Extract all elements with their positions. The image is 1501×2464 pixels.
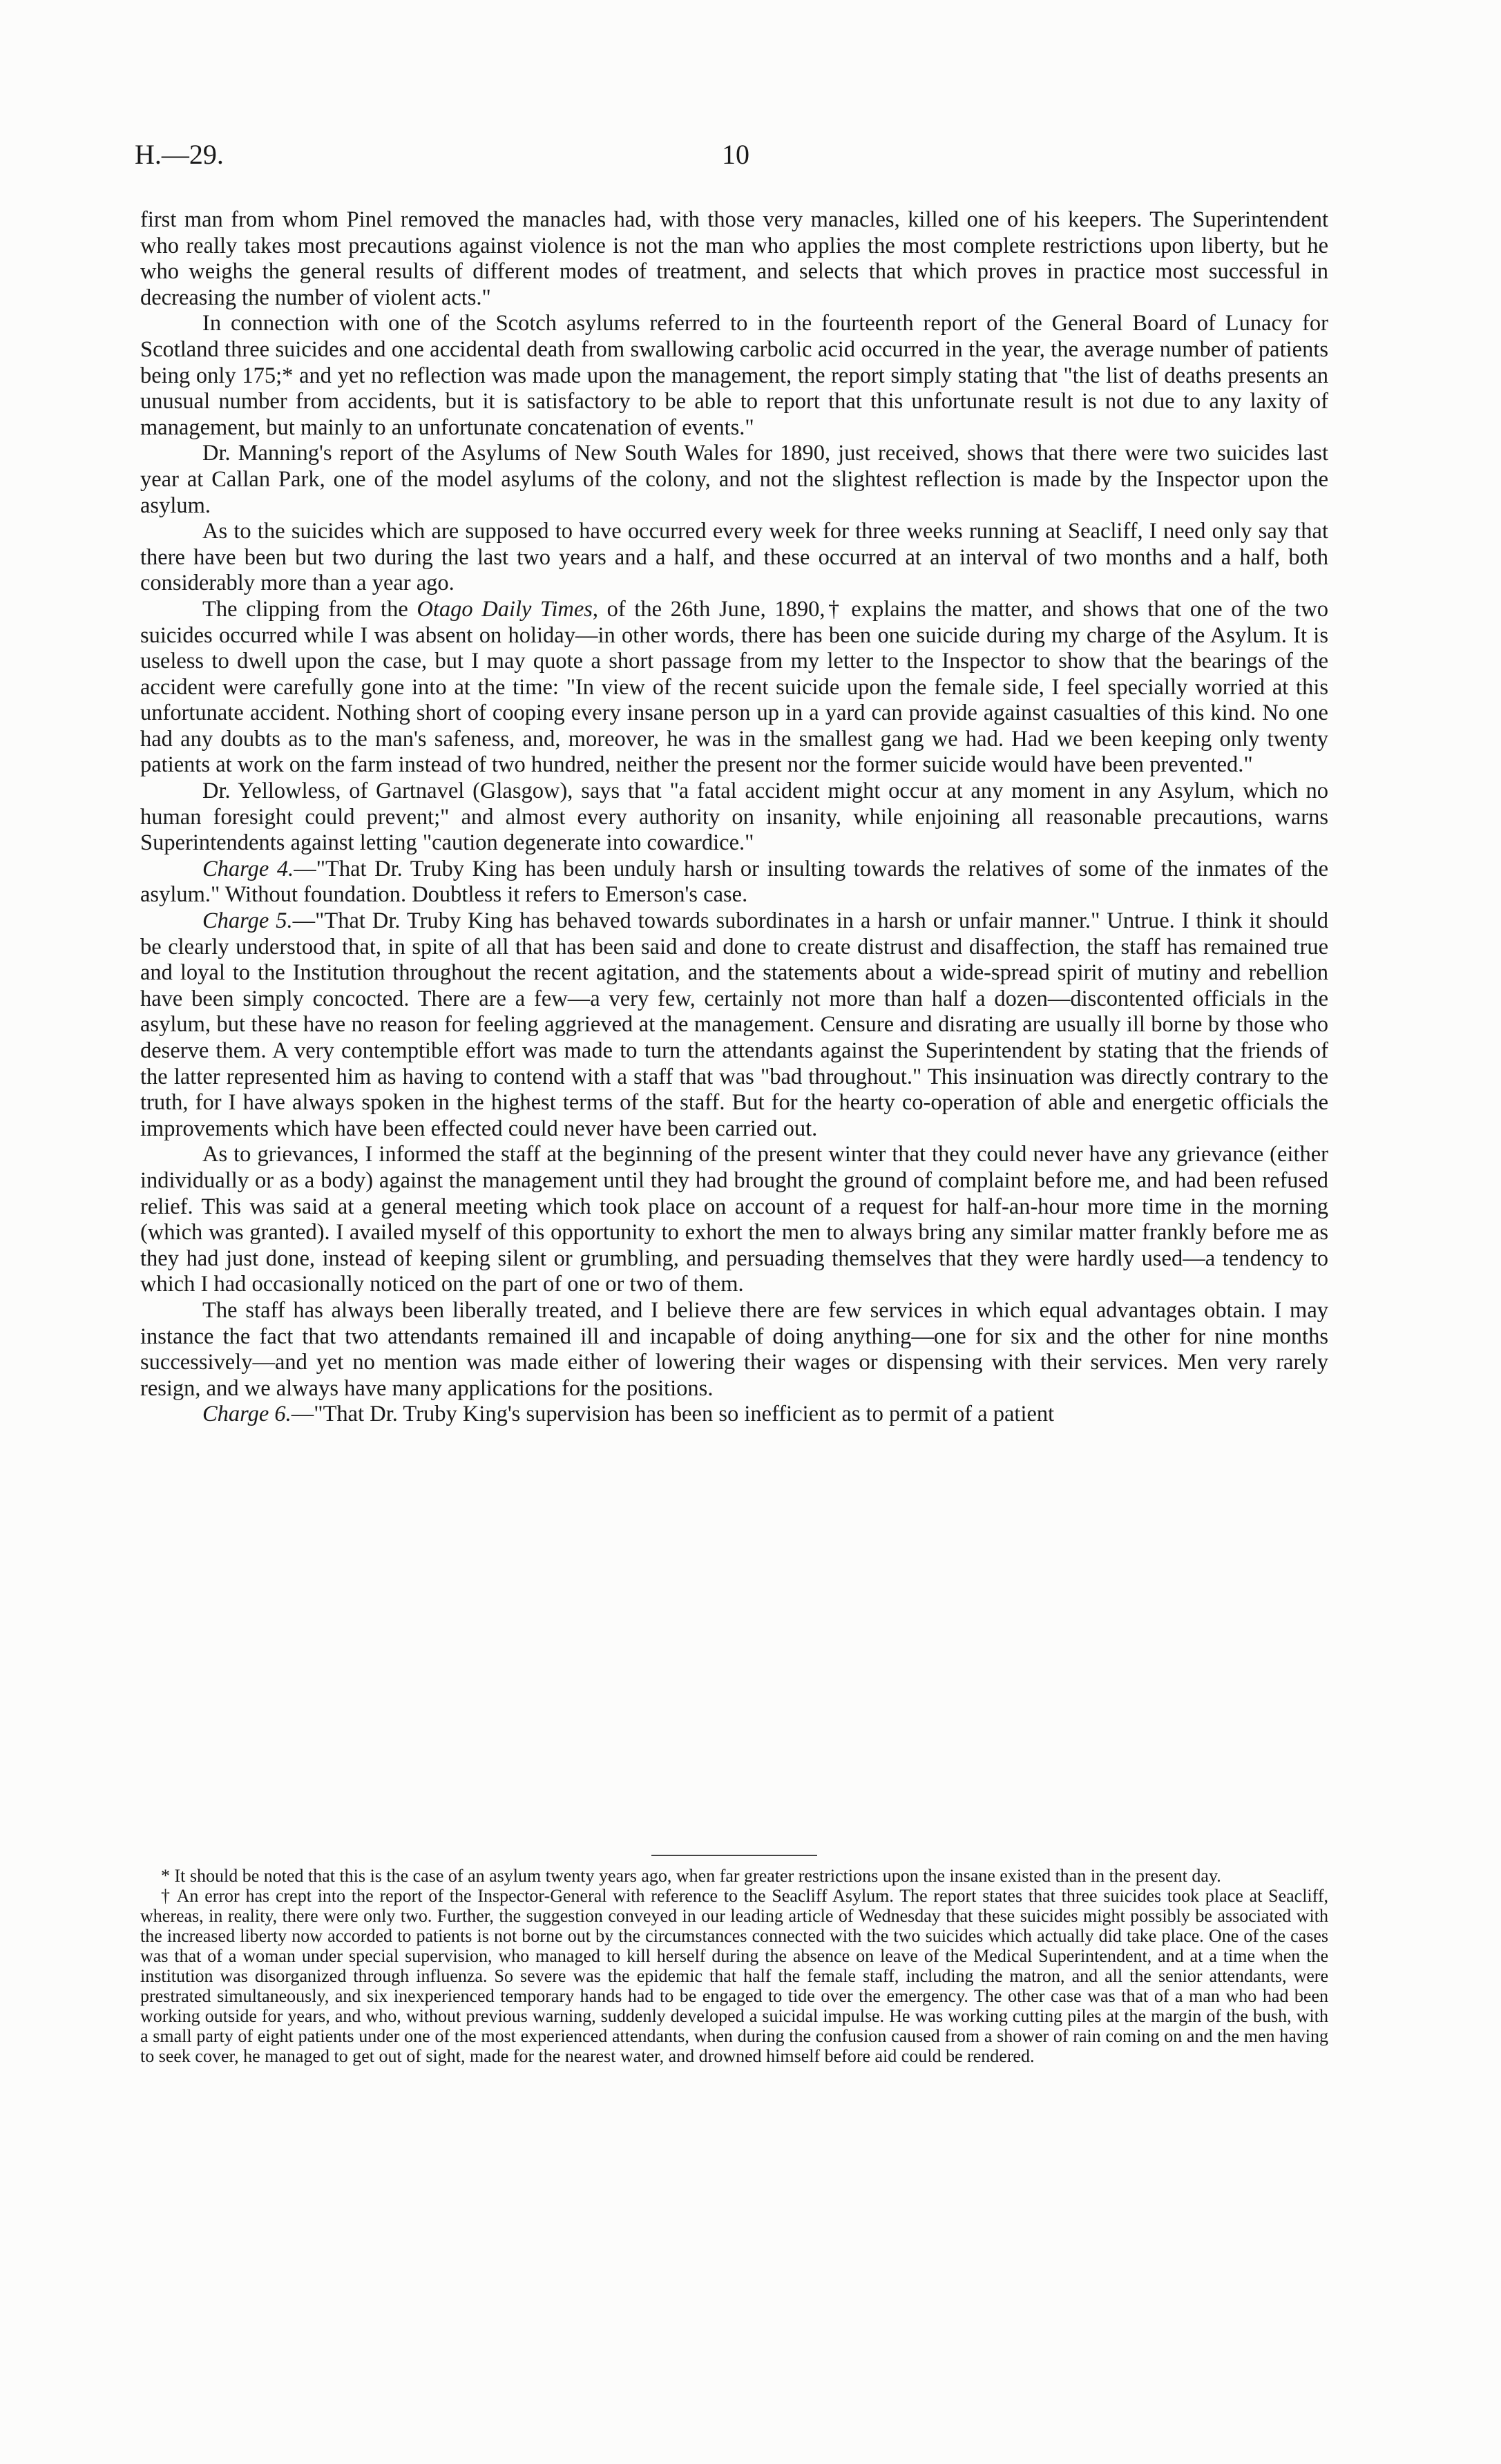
paragraph: As to grievances, I informed the staff at the beginning of the present winter that they could never have any grievance (either individually or as a body) against the management until they had brought the ground of complaint before me, and had been refused relief. This was said at a general meeting which took place on account of a request for half-an-hour more time in the morning (which was granted). I availed myself of this opportunity to exhort the men to always bring any similar matter frankly before me as they had just done, instead of keeping silent or grumbling, and persuading themselves that they were hardly used—a tendency to which I had occasionally noticed on the part of one or two of them. [140, 1142, 1328, 1297]
paragraph-text: —"That Dr. Truby King's supervision has been so inefficient as to permit of a patient [291, 1402, 1055, 1427]
paragraph: Dr. Yellowless, of Gartnavel (Glasgow), says that "a fatal accident might occur at any moment in any Asylum, which no human foresight could prevent;" and almost every authority on insanity, while enjoining all reasonable precautions, warns Superintendents against letting "caution degenerate into cowardice." [140, 779, 1328, 856]
charge-label: Charge 6. [202, 1402, 291, 1427]
charge-paragraph [140, 857, 1328, 908]
paragraph-text: —"That Dr. Truby King has been unduly harsh or insulting towards the relatives of some of the inmates of the asylum." Without foundation. Doubtless it refers to Emerson's case. [140, 856, 1328, 908]
footnote-divider [651, 1855, 817, 1856]
paragraph-text: —"That Dr. Truby King has behaved towards subordinates in a harsh or unfair manner." Untrue. I think it should be clearly understood that, in spite of all that has been said and done to create distrust and disaffection, the staff has remained true and loyal to the Institution throughout the recent agitation, and the statements about a wide-spread spirit of mutiny and rebellion have been simply concocted. There are a few—a very few, certainly not more than half a dozen—discontented officials in the asylum, but these have no reason for feeling aggrieved at the management. Censure and disrating are usually ill borne by those who deserve them. A very contemptible effort was made to turn the attendants against the Superintendent by stating that the friends of the latter represented him as having to contend with a staff that was "bad throughout." This insinuation was directly contrary to the truth, for I have always spoken in the highest terms of the staff. But for the hearty co-operation of able and energetic officials the improvements which have been effected could never have been carried out. [140, 908, 1328, 1141]
charge-paragraph [140, 908, 1328, 1142]
paragraph: As to the suicides which are supposed to have occurred every week for three weeks running at Seacliff, I need only say that there have been but two during the last two years and a half, and these occurred at an interval of two months and a half, both considerably more than a year ago. [140, 519, 1328, 596]
page-number: 10 [722, 139, 749, 170]
document-reference: H.—29. [135, 139, 224, 170]
footnote: † An error has crept into the report of the Inspector-General with reference to the Seacliff Asylum. The report states that three suicides took place at Seacliff, whereas, in reality, there were only two. Further, the suggestion conveyed in our leading article of Wednesday that these suicides might possibly be associated with the increased liberty now accorded to patients is not borne out by the circumstances connected with the two suicides which actually did take place. One of the cases was that of a woman under special supervision, who managed to kill herself during the absence on leave of the Medical Superintendent, and at a time when the institution was disorganized through influenza. So severe was the epidemic that half the female staff, including the matron, and all the senior attendants, were prestrated simultaneously, and six inexperienced temporary hands had to be engaged to tide over the emergency. The other case was that of a man who had been working outside for years, and who, without previous warning, suddenly developed a suicidal impulse. He was working cutting piles at the margin of the bush, with a small party of eight patients under one of the most experienced attendants, when during the confusion caused from a shower of rain coming on and the men having to seek cover, he managed to get out of sight, made for the nearest water, and drowned himself before aid could be rendered. [140, 1886, 1328, 2066]
paragraph: In connection with one of the Scotch asylums referred to in the fourteenth report of the General Board of Lunacy for Scotland three suicides and one accidental death from swallowing carbolic acid occurred in the year, the average number of patients being only 175;* and yet no reflection was made upon the management, the report simply stating that "the list of deaths presents an unusual number from accidents, but it is satisfactory to be able to report that this unfortunate result is not due to any laxity of management, but mainly to an unfortunate concatenation of events." [140, 311, 1328, 440]
paragraph-text: The clipping from the [202, 596, 417, 622]
charge-label: Charge 4. [202, 856, 294, 881]
paragraph [140, 597, 1328, 779]
charge-paragraph [140, 1402, 1328, 1428]
footnote: * It should be noted that this is the case of an asylum twenty years ago, when far greater restrictions upon the insane existed than in the present day. [161, 1866, 1221, 1886]
newspaper-title: Otago Daily Times [417, 596, 593, 622]
charge-label: Charge 5. [202, 908, 293, 934]
paragraph: first man from whom Pinel removed the manacles had, with those very manacles, killed one of his keepers. The Superintendent who really takes most precautions against violence is not the man who applies the most complete restrictions upon liberty, but he who weighs the general results of different modes of treatment, and selects that which proves in practice most successful in decreasing the number of violent acts." [140, 207, 1328, 310]
paragraph: The staff has always been liberally treated, and I believe there are few services in which equal advantages obtain. I may instance the fact that two attendants remained ill and incapable of doing anything—one for six and the other for nine months successively—and yet no mention was made either of lowering their wages or dispensing with their services. Men very rarely resign, and we always have many applications for the positions. [140, 1297, 1328, 1401]
paragraph-text: , of the 26th June, 1890,† explains the matter, and shows that one of the two suicides occurred while I was absent on holiday—in other words, there has been one suicide during my charge of the Asylum. It is useless to dwell upon the case, but I may quote a short passage from my letter to the Inspector to show that the bearings of the accident were carefully gone into at the time: "In view of the recent suicide upon the female side, I feel specially worried at this unfortunate accident. Nothing short of cooping every insane person up in a yard can provide against casualties of this kind. No one had any doubts as to the man's safeness, and, moreover, he was in the smallest gang we had. Had we been keeping only twenty patients at work on the farm instead of two hundred, neither the present nor the former suicide would have been prevented." [140, 596, 1329, 778]
body-text [140, 207, 1328, 1428]
footnotes [140, 1855, 1328, 2066]
paragraph: Dr. Manning's report of the Asylums of New South Wales for 1890, just received, shows that there were two suicides last year at Callan Park, one of the model asylums of the colony, and not the slightest reflection is made by the Inspector upon the asylum. [140, 441, 1328, 518]
page-header [135, 138, 1371, 180]
